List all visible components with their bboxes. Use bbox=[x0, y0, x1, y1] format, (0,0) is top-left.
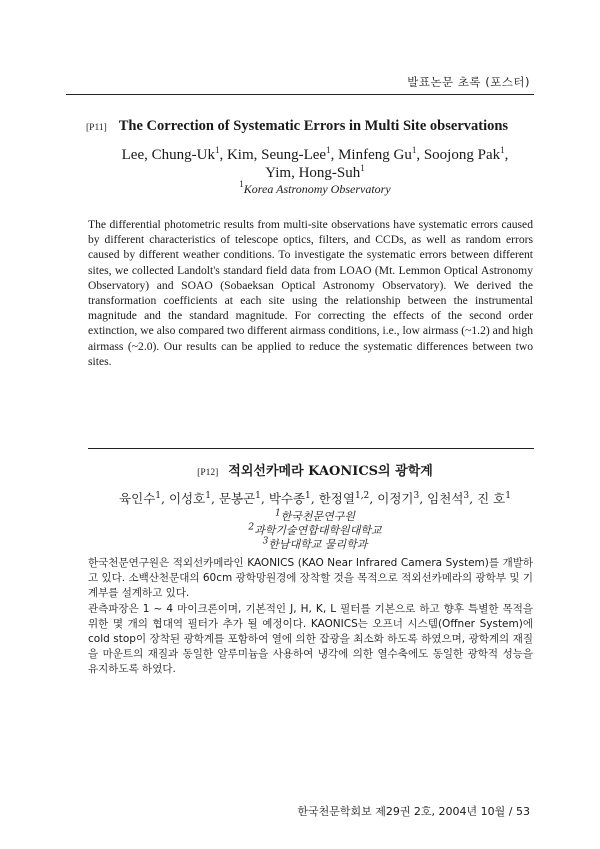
paper1-abstract-text: The differential photometric results from multi-site observations have systematic errors caused by different characteristics of telescope optics, filters, and CCDs, as well as random errors caused by different weather conditions. To investigate the systematic errors between different sites, we collected Landolt's standard field data from LOAO (Mt. Lemmon Optical Astronomy Observatory) and SOAO (Sobaeksan Optical Astronomy Observatory). We derived the transformation coefficients at each site using the relationship between the instrumental magnitude and the standard magnitude. For correcting the effects of the second order extinction, we also compared two different airmass conditions, i.e., low airmass (~1.2) and high airmass (~2.0). Our results can be applied to reduce the systematic differences between two sites. bbox=[88, 218, 533, 368]
author-separator: , bbox=[416, 147, 424, 163]
author-name: Soojong Pak bbox=[423, 147, 501, 163]
section-divider bbox=[88, 448, 534, 449]
paper2-affiliation-2-sup: 2 bbox=[248, 522, 255, 533]
paper2-affiliation-1-text: 한국천문연구원 bbox=[280, 510, 356, 523]
author-separator: , bbox=[469, 491, 478, 506]
paper2-body-paragraph-2: 관측파장은 1 ~ 4 마이크론이며, 기본적인 J, H, K, L 필터를 기본으로 하고 향후 특별한 목적을 위한 몇 개의 협대역 필터가 추가 될 예정이다. KAONICS는 오프너 시스템(Offner System)에 cold stop이 장착된 광학계를 포함하여 열에 의한 잡광을 최소화 하도록 하였으며, 광학계의 재질을 마운트의 재질과 동일한 알루미늄을 사용하여 냉각에 의한 열수축에도 동일한 광학적 성능을 유지하도록 하였다. bbox=[88, 602, 533, 676]
author-name: 박수종 bbox=[268, 491, 306, 506]
author-separator: , bbox=[504, 147, 509, 163]
paper2-title-line bbox=[80, 460, 550, 480]
author-separator: , bbox=[419, 491, 428, 506]
author-affiliation-sup: 1 bbox=[305, 490, 311, 501]
author-affiliation-sup: 3 bbox=[413, 490, 420, 501]
author-name: 임천석 bbox=[427, 491, 464, 506]
author-affiliation-sup: 1 bbox=[326, 145, 331, 155]
paper2-affiliation-1-sup: 1 bbox=[274, 508, 281, 519]
section-label: 발표논문 초록 (포스터) bbox=[407, 75, 530, 89]
author-name: 한정열 bbox=[318, 491, 355, 506]
author-affiliation-sup: 1 bbox=[500, 145, 505, 155]
paper1-code: [P11] bbox=[86, 123, 107, 133]
author-name: Kim, Seung-Lee bbox=[226, 147, 327, 163]
author-affiliation-sup: 1 bbox=[205, 490, 211, 501]
paper1-affiliation-sup: 1 bbox=[239, 179, 244, 189]
paper2-code: [P12] bbox=[197, 468, 219, 478]
paper2-affiliation-3 bbox=[80, 536, 550, 552]
author-name: 육인수 bbox=[119, 491, 156, 506]
author-name: 문봉곤 bbox=[218, 491, 256, 506]
paper2-authors bbox=[80, 489, 550, 507]
paper1-title-line bbox=[86, 117, 546, 135]
author-affiliation-sup: 1 bbox=[505, 490, 511, 501]
author-separator: , bbox=[210, 491, 219, 506]
page-footer: 한국천문학회보 제29권 2호, 2004년 10월 / 53 bbox=[297, 805, 530, 818]
author-affiliation-sup: 3 bbox=[463, 490, 470, 501]
author-affiliation-sup: 1 bbox=[360, 163, 365, 173]
author-name: Yim, Hong-Suh bbox=[265, 165, 361, 181]
author-name: Lee, Chung-Uk bbox=[121, 147, 215, 163]
author-affiliation-sup: 1,2 bbox=[354, 490, 370, 501]
author-separator: , bbox=[161, 491, 169, 506]
author-separator: , bbox=[260, 491, 269, 506]
author-name: 이성호 bbox=[168, 491, 206, 506]
paper1-title: The Correction of Systematic Errors in Multi Site observations bbox=[118, 118, 509, 134]
author-affiliation-sup: 1 bbox=[255, 490, 261, 501]
author-separator: , bbox=[219, 147, 227, 163]
paper1-authors-line1 bbox=[80, 146, 550, 164]
author-affiliation-sup: 1 bbox=[411, 145, 417, 155]
paper2-affiliation-2-text: 과학기술연합대학원대학교 bbox=[254, 524, 382, 537]
author-affiliation-sup: 1 bbox=[155, 490, 162, 501]
paper2-body bbox=[88, 556, 533, 678]
paper2-affiliation-3-text: 한남대학교 물리학과 bbox=[268, 538, 368, 551]
paper1-affiliation-text: Korea Astronomy Observatory bbox=[243, 182, 391, 196]
author-name: 진 호 bbox=[477, 491, 506, 506]
header-rule bbox=[66, 94, 534, 95]
author-name: Minfeng Gu bbox=[338, 147, 412, 163]
paper2-affiliation-3-sup: 3 bbox=[262, 536, 269, 547]
paper2-title: 적외선카메라 KAONICS의 광학계 bbox=[228, 464, 433, 479]
author-affiliation-sup: 1 bbox=[214, 145, 220, 155]
paper1-abstract bbox=[88, 217, 533, 369]
paper1-affiliation bbox=[80, 180, 550, 198]
author-separator: , bbox=[369, 491, 378, 506]
author-name: 이정기 bbox=[377, 491, 414, 506]
author-separator: , bbox=[330, 147, 339, 163]
paper2-body-paragraph-1: 한국천문연구원은 적외선카메라인 KAONICS (KAO Near Infrared Camera System)를 개발하고 있다. 소백산천문대의 60cm 광학망원경에 장착할 것을 목적으로 적외선카메라의 광학부 및 기계부를 설계하고 있다. bbox=[88, 557, 533, 600]
author-separator: , bbox=[310, 491, 319, 506]
